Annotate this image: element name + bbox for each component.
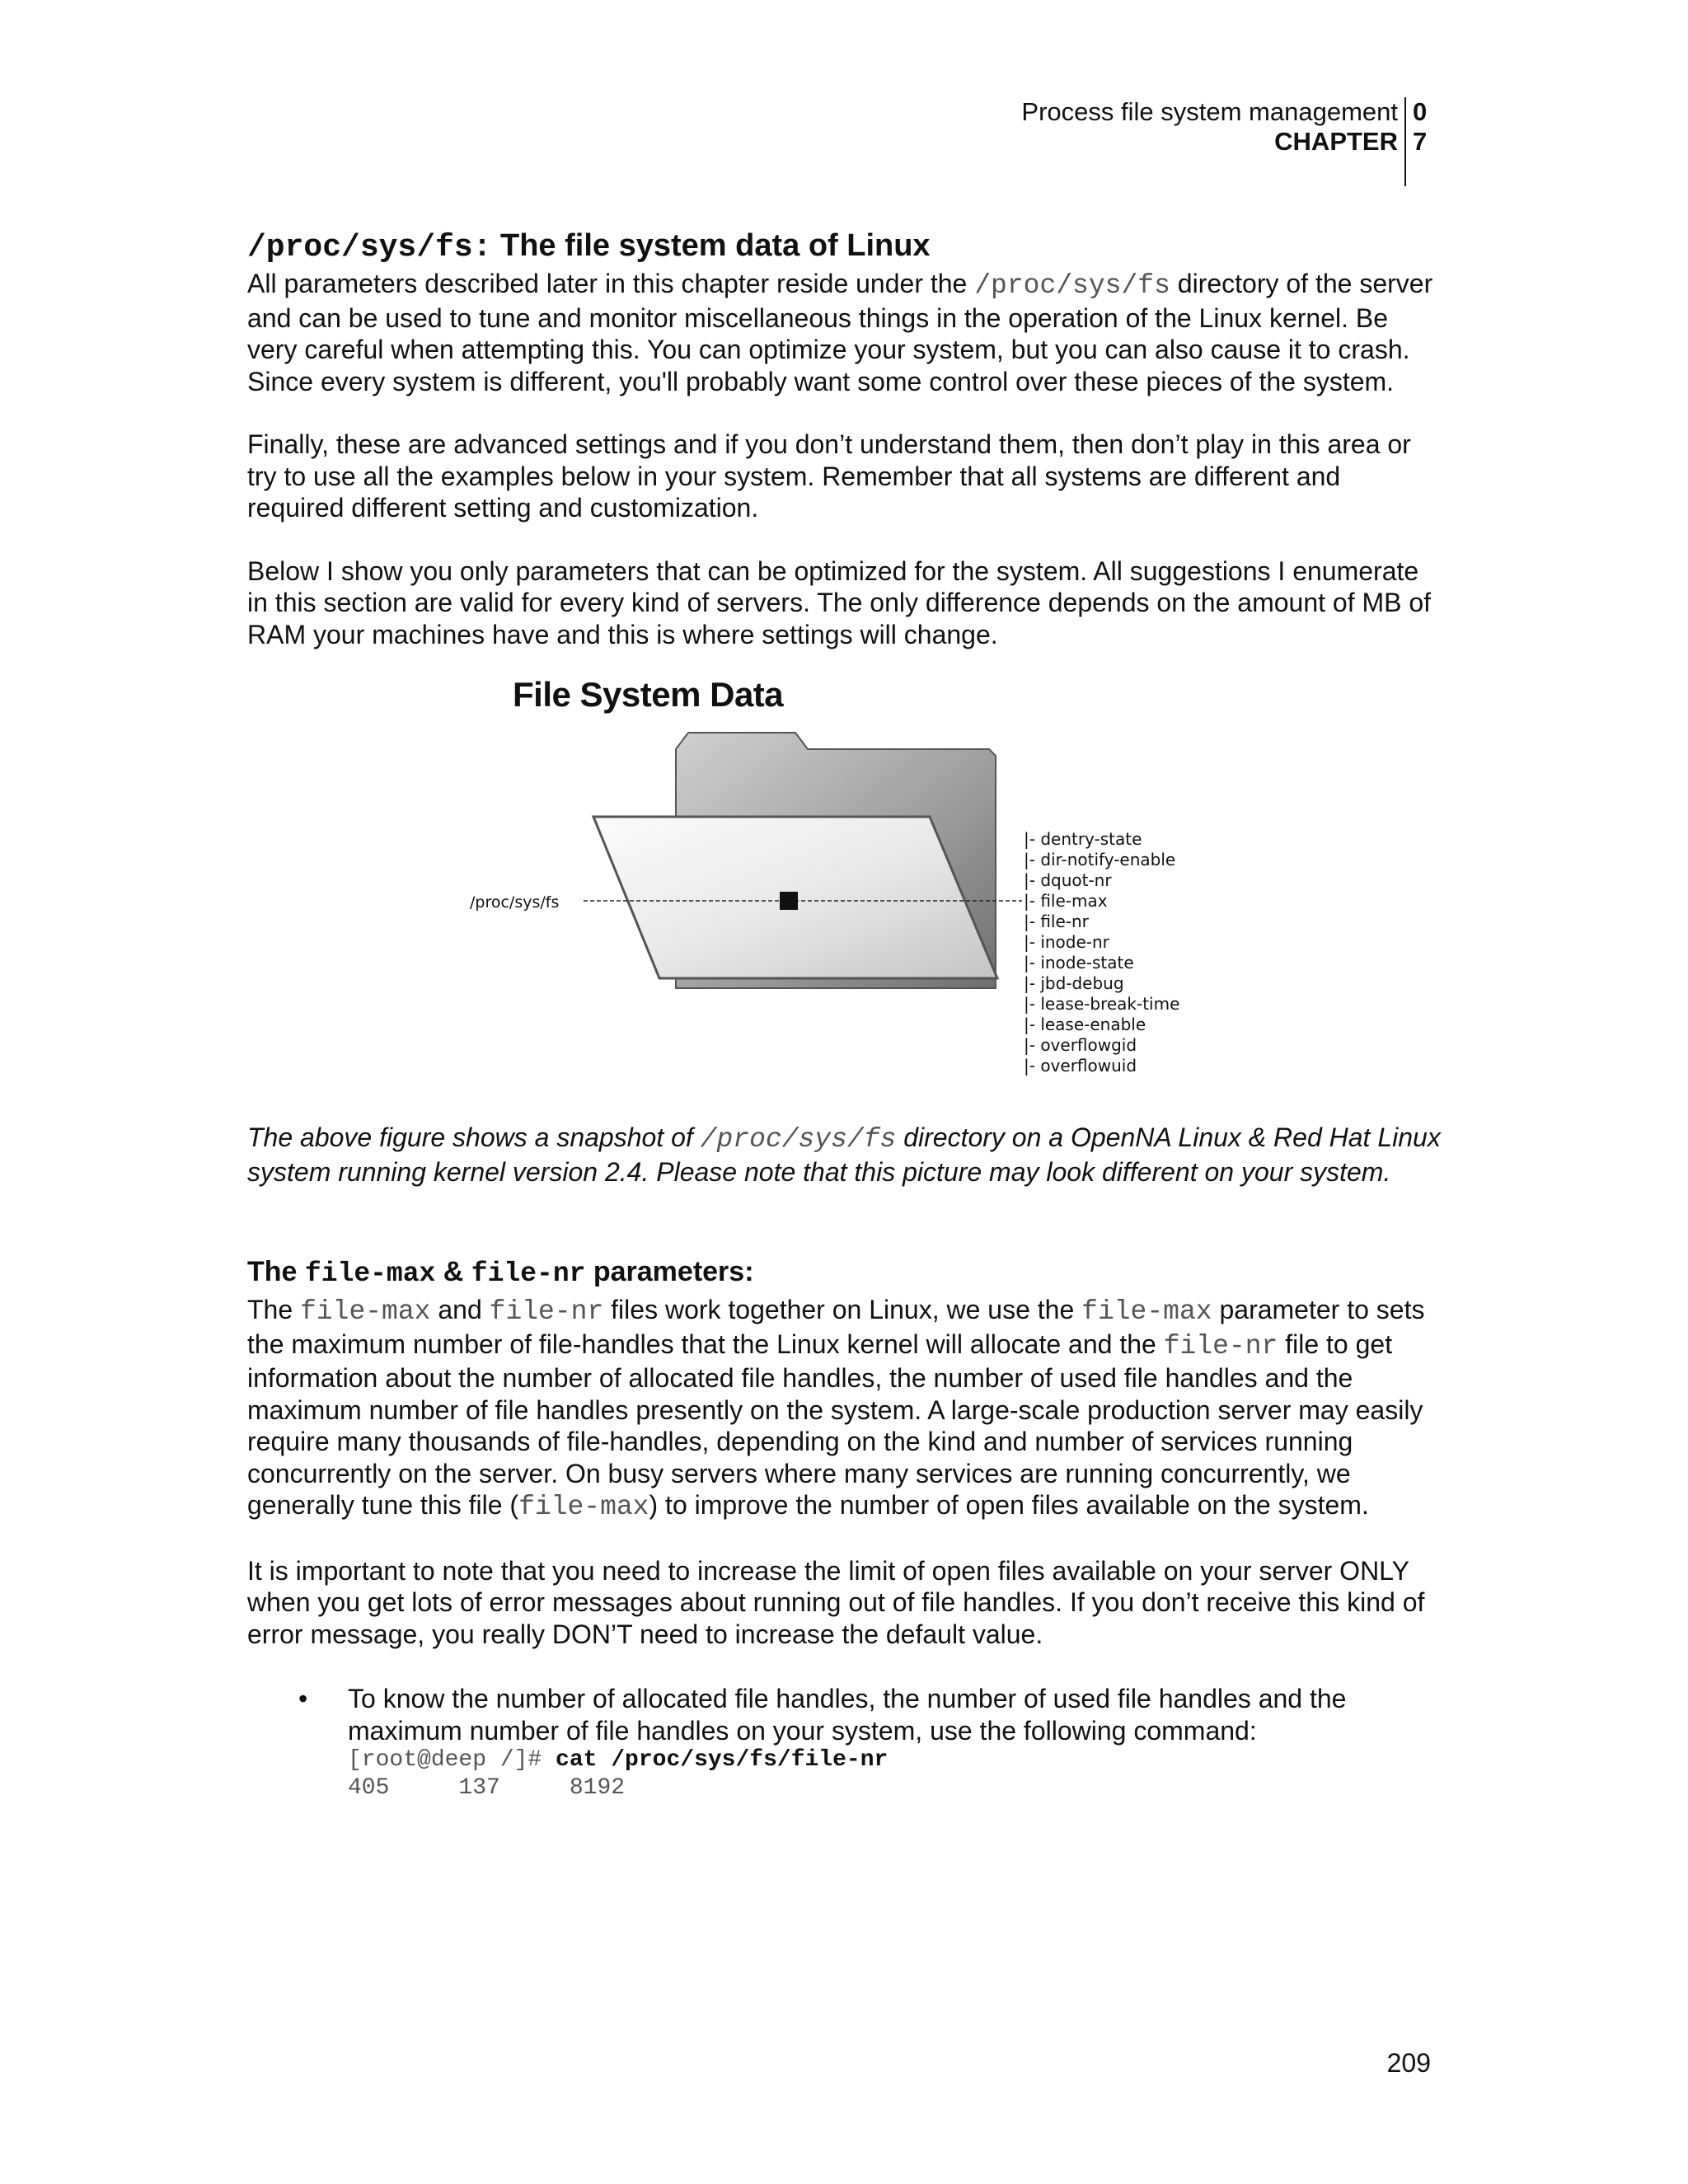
figure-item-list: [1024, 829, 1179, 1076]
heading-text: The file system data of Linux: [491, 228, 931, 263]
section-heading-proc-sys-fs: [247, 226, 1442, 268]
inline-code-path: /proc/sys/fs: [974, 270, 1170, 301]
figure-item-11: |- overflowuid: [1024, 1056, 1137, 1076]
chapter-number-digit-2: 7: [1404, 127, 1431, 157]
figure-item-8: |- lease-break-time: [1024, 994, 1180, 1014]
folder-marker-icon: [780, 892, 798, 910]
paragraph-increase-limit: It is important to note that you need to increase the limit of open files available on your server ONLY when you get lots of error messages about running out of file handles. If you don’t receive this kind of error message, you really DON’T need to increase the default value.: [247, 1555, 1425, 1649]
figure-path-label: /proc/sys/fs: [470, 893, 560, 912]
figure-item-7: |- jbd-debug: [1024, 973, 1124, 993]
figure-title: File System Data: [513, 675, 784, 714]
chapter-divider-line: [1404, 157, 1431, 186]
bullet-item: [247, 1683, 1442, 1802]
figure-item-3: |- file-max: [1024, 891, 1108, 911]
heading-code: /proc/sys/fs:: [247, 230, 492, 265]
figure-caption: The above figure shows a snapshot of /proc/sys/fs directory on a OpenNA Linux & Red Hat Linux system running kernel version 2.4. Please note that this picture may look different on your system.: [247, 1122, 1441, 1187]
chapter-label: CHAPTER: [1274, 127, 1398, 156]
paragraph-3: Below I show you only parameters that can be optimized for the system. All suggestions I enumerate in this section are valid for every kind of servers. The only difference depends on the amount of MB of RAM your machines have and this is where settings will change.: [247, 555, 1432, 649]
figure-item-9: |- lease-enable: [1024, 1015, 1146, 1034]
figure-item-2: |- dquot-nr: [1024, 870, 1112, 890]
folder-illustration: [247, 658, 1442, 1120]
paragraph-2: Finally, these are advanced settings and if you don’t understand them, then don’t play in this area or try to use all the examples below in your system. Remember that all systems are different and required different setting and customization.: [247, 429, 1411, 523]
page-content: [247, 226, 1442, 1802]
figure-item-0: |- dentry-state: [1024, 829, 1142, 849]
paragraph-1: All parameters described later in this chapter reside under the /proc/sys/fs directory of the server and can be used to tune and monitor miscellaneous things in the operation of the Linux kernel. Be very careful when attempting this. You can optimize your system, but you can also cause it to crash. Since every system is different, you'll probably want some control over these pieces of the system.: [247, 269, 1433, 396]
command-line: [root@deep /]# cat /proc/sys/fs/file-nr: [348, 1747, 889, 1773]
section-heading-file-max-file-nr: The file-max & file-nr parameters:: [247, 1256, 754, 1289]
figure-item-1: |- dir-notify-enable: [1024, 850, 1176, 869]
caption-code: /proc/sys/fs: [700, 1124, 897, 1155]
figure-item-10: |- overflowgid: [1024, 1035, 1137, 1055]
header-title: Process file system management: [1021, 97, 1398, 126]
bullet-icon: •: [298, 1684, 308, 1713]
figure-item-4: |- file-nr: [1024, 912, 1089, 931]
page-header: [1021, 97, 1431, 186]
chapter-number-digit-1: 0: [1404, 97, 1431, 127]
figure-item-6: |- inode-state: [1024, 953, 1134, 972]
command-output: 405 137 8192: [348, 1775, 626, 1801]
page-number: 209: [1386, 2048, 1431, 2078]
figure-item-5: |- inode-nr: [1024, 932, 1109, 952]
paragraph-file-max-explanation: The file-max and file-nr files work together on Linux, we use the file-max parameter to sets the maximum number of file-handles that the Linux kernel will allocate and the file-nr file to get information about the number of allocated file handles, the number of used file handles and the maximum number of file handles presently on the system. A large-scale production server may easily require many thousands of file-handles, depending on the kind and number of services running concurrently on the server. On busy servers where many services are running concurrently, we generally tune this file (file-max) to improve the number of open files available on the system.: [247, 1295, 1425, 1522]
bullet-text: To know the number of allocated file handles, the number of used file handles and the maximum number of file handles on your system, use the following command:: [348, 1684, 1347, 1746]
file-system-data-figure: [247, 658, 1442, 1120]
